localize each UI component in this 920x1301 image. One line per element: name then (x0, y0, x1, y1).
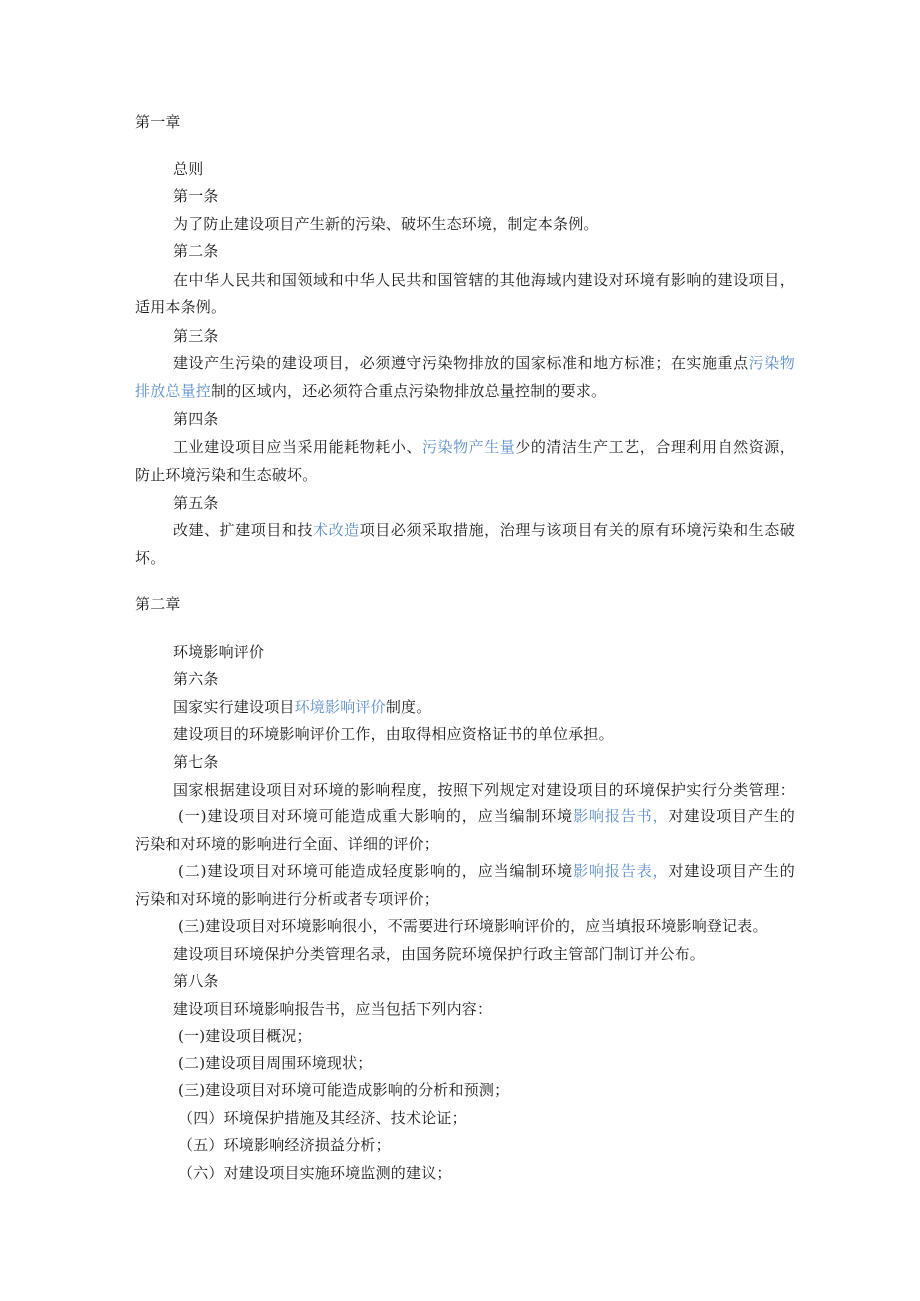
line-art1-title: 第一条 (173, 187, 219, 205)
text-segment: 制的区域内，还必须符合重点污染物排放总量控制的要求。 (211, 382, 607, 400)
text-segment: 少的清洁生产工艺，合理利用自然资源， (515, 438, 796, 456)
line-art7-item2-2: 污染和对环境的影响进行分析或者专项评价； (135, 890, 440, 908)
text-segment: 国家实行建设项目 (173, 698, 295, 716)
line-art4-body-2: 防止环境污染和生态破坏。 (135, 466, 318, 484)
line-art7-body: 国家根据建设项目对环境的影响程度，按照下列规定对建设项目的环境保护实行分类管理： (173, 781, 795, 799)
line-art5-body-1 (173, 520, 795, 540)
line-art7-body-2: 建设项目环境保护分类管理名录，由国务院环境保护行政主管部门制订并公布。 (173, 945, 706, 963)
text-segment: 工业建设项目应当采用能耗物耗小、 (173, 438, 422, 456)
line-art8-title: 第八条 (173, 972, 219, 990)
hyperlink[interactable]: 污染物 (748, 354, 795, 372)
line-art8-item6: （六）对建设项目实施环境监测的建议； (178, 1164, 452, 1182)
hyperlink[interactable]: 排放总量控 (135, 382, 212, 400)
line-art7-item1-1 (178, 806, 795, 826)
text-segment: (二)建设项目对环境可能造成轻度影响的，应当编制环境 (178, 862, 574, 880)
text-segment: 对建设项目产生的 (668, 862, 795, 880)
line-art8-item2: (二)建设项目周围环境现状； (178, 1054, 373, 1072)
line-art5-body-2: 坏。 (135, 549, 166, 567)
line-art7-item3: (三)建设项目对环境影响很小，不需要进行环境影响评价的，应当填报环境影响登记表。 (178, 917, 768, 935)
line-art8-item4: （四）环境保护措施及其经济、技术论证； (178, 1109, 467, 1127)
hyperlink[interactable]: 污染物产生量 (421, 438, 516, 456)
text-segment: 项目必须采取措施，治理与该项目有关的原有环境污染和生态破 (359, 521, 795, 539)
hyperlink[interactable]: 影响报告书， (573, 807, 669, 825)
text-segment: 改建、扩建项目和技 (173, 521, 314, 539)
line-art7-title: 第七条 (173, 753, 219, 771)
line-art2-body-2: 适用本条例。 (135, 298, 227, 316)
line-art4-body-1 (173, 437, 795, 457)
line-art1-body: 为了防止建设项目产生新的污染、破坏生态环境，制定本条例。 (173, 215, 599, 233)
line-ch1-title: 第一章 (135, 113, 181, 131)
line-art6-title: 第六条 (173, 670, 219, 688)
line-art8-body: 建设项目环境影响报告书，应当包括下列内容： (173, 1000, 493, 1018)
hyperlink[interactable]: 环境影响评价 (294, 698, 386, 716)
line-ch2-title: 第二章 (135, 595, 181, 613)
hyperlink[interactable]: 影响报告表， (573, 862, 669, 880)
line-art6-body-1 (173, 697, 795, 717)
line-art5-title: 第五条 (173, 494, 219, 512)
line-art2-body-1: 在中华人民共和国领域和中华人民共和国管辖的其他海域内建设对环境有影响的建设项目， (173, 271, 795, 289)
line-art8-item1: (一)建设项目概况； (178, 1027, 312, 1045)
line-art4-title: 第四条 (173, 410, 219, 428)
line-art6-body-2: 建设项目的环境影响评价工作，由取得相应资格证书的单位承担。 (173, 725, 614, 743)
text-segment: 制度。 (385, 698, 432, 716)
line-art2-title: 第二条 (173, 242, 219, 260)
line-art7-item2-1 (178, 861, 795, 881)
text-segment: 建设产生污染的建设项目，必须遵守污染物排放的国家标准和地方标准；在实施重点 (173, 354, 749, 372)
text-segment: 对建设项目产生的 (668, 807, 795, 825)
line-art7-item1-2: 污染和对环境的影响进行全面、详细的评价； (135, 835, 440, 853)
line-art8-item5: （五）环境影响经济损益分析； (178, 1136, 391, 1154)
text-segment: (一)建设项目对环境可能造成重大影响的，应当编制环境 (178, 807, 574, 825)
line-art3-body-2 (135, 381, 795, 401)
line-ch1-subtitle: 总则 (173, 160, 204, 178)
line-art8-item3: (三)建设项目对环境可能造成影响的分析和预测； (178, 1081, 510, 1099)
line-art3-title: 第三条 (173, 327, 219, 345)
line-ch2-subtitle: 环境影响评价 (173, 643, 265, 661)
line-art3-body-1 (173, 353, 795, 373)
hyperlink[interactable]: 术改造 (313, 521, 360, 539)
